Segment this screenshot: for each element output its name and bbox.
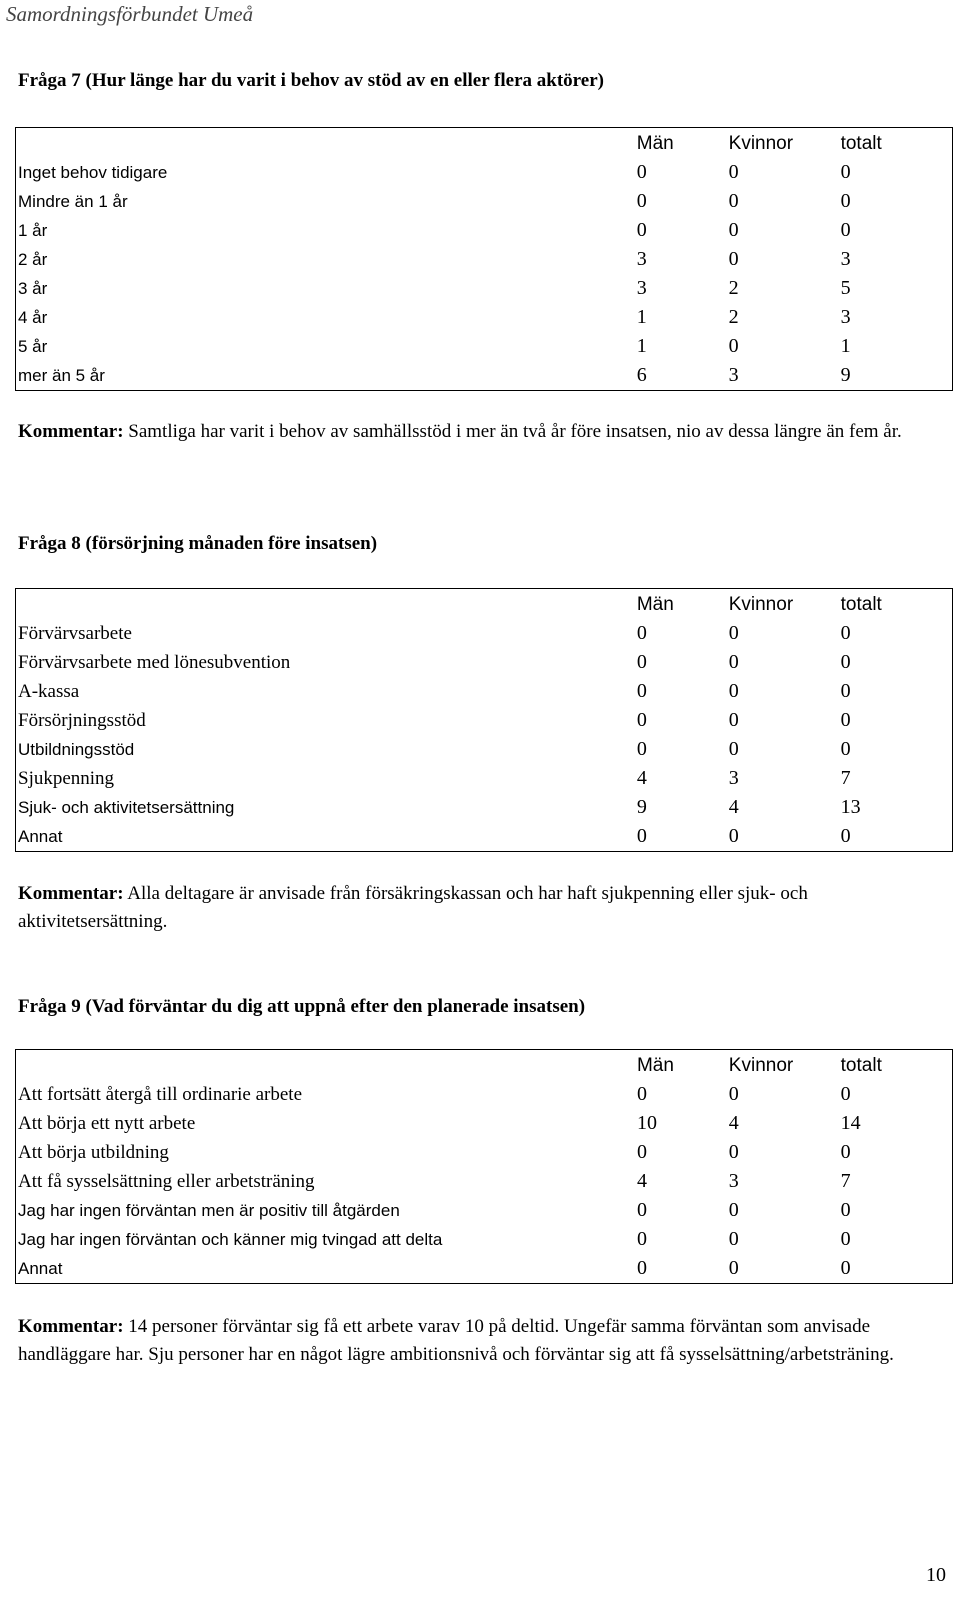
q9-table <box>15 1049 953 1284</box>
cell-women: 0 <box>728 738 739 760</box>
cell-men: 1 <box>636 306 647 328</box>
row-label: 1 år <box>18 221 48 240</box>
cell-total: 7 <box>840 767 851 789</box>
cell-women: 0 <box>728 680 739 702</box>
cell-total: 0 <box>840 1083 851 1105</box>
cell-men: 6 <box>636 364 647 386</box>
q8-table <box>15 588 953 852</box>
row-label: Annat <box>18 827 63 846</box>
header-total: totalt <box>840 593 882 615</box>
cell-men: 0 <box>636 1257 647 1279</box>
row-label: 2 år <box>18 250 48 269</box>
row-label: 3 år <box>18 279 48 298</box>
cell-men: 0 <box>636 622 647 644</box>
table-row <box>16 677 953 706</box>
cell-women: 0 <box>728 825 739 847</box>
header-women: Kvinnor <box>728 593 794 615</box>
cell-women: 0 <box>728 651 739 673</box>
table-row <box>16 1138 953 1167</box>
cell-total: 0 <box>840 190 851 212</box>
cell-men: 0 <box>636 161 647 183</box>
cell-men: 0 <box>636 709 647 731</box>
row-label: Sjukpenning <box>18 768 115 789</box>
cell-women: 4 <box>728 1112 739 1134</box>
cell-women: 0 <box>728 1257 739 1279</box>
cell-men: 4 <box>636 767 647 789</box>
q7-title: Fråga 7 (Hur länge har du varit i behov av stöd av en eller flera aktörer) <box>18 70 604 91</box>
cell-men: 9 <box>636 796 647 818</box>
cell-men: 1 <box>636 335 647 357</box>
table-row <box>16 1167 953 1196</box>
q7-comment <box>18 418 958 446</box>
table-row <box>16 332 953 361</box>
table-row <box>16 706 953 735</box>
table-row <box>16 216 953 245</box>
cell-total: 13 <box>840 796 861 818</box>
cell-men: 4 <box>636 1170 647 1192</box>
row-label: 5 år <box>18 337 48 356</box>
cell-total: 0 <box>840 1141 851 1163</box>
row-label: Förvärvsarbete med lönesubvention <box>18 652 291 673</box>
row-label: Försörjningsstöd <box>18 710 146 731</box>
cell-total: 0 <box>840 622 851 644</box>
table-header-row <box>16 1050 953 1081</box>
table-row <box>16 1109 953 1138</box>
cell-men: 0 <box>636 1228 647 1250</box>
document-header: Samordningsförbundet Umeå <box>6 2 254 26</box>
cell-women: 2 <box>728 306 739 328</box>
cell-men: 0 <box>636 825 647 847</box>
cell-women: 0 <box>728 335 739 357</box>
table-row <box>16 274 953 303</box>
cell-total: 0 <box>840 709 851 731</box>
cell-total: 7 <box>840 1170 851 1192</box>
cell-men: 3 <box>636 277 647 299</box>
table-row <box>16 1080 953 1109</box>
cell-total: 0 <box>840 219 851 241</box>
q8-comment-label: Kommentar: <box>18 883 124 904</box>
cell-men: 0 <box>636 680 647 702</box>
table-row <box>16 1225 953 1254</box>
header-women: Kvinnor <box>728 1054 794 1076</box>
table-row <box>16 793 953 822</box>
cell-women: 0 <box>728 219 739 241</box>
cell-total: 0 <box>840 738 851 760</box>
cell-women: 0 <box>728 161 739 183</box>
table-row <box>16 648 953 677</box>
row-label: Att börja utbildning <box>18 1142 169 1163</box>
cell-men: 0 <box>636 219 647 241</box>
row-label: Att få sysselsättning eller arbetsträning <box>18 1171 315 1192</box>
q9-comment-text: 14 personer förväntar sig få ett arbete varav 10 på deltid. Ungefär samma förväntan som anvisade handläggare har. Sju personer har en något lägre ambitionsnivå och förväntar sig att få sysselsättning/arbetsträning. <box>18 1316 894 1365</box>
header-total: totalt <box>840 1054 882 1076</box>
header-total: totalt <box>840 132 882 154</box>
cell-total: 0 <box>840 825 851 847</box>
table-row <box>16 303 953 332</box>
cell-men: 0 <box>636 1141 647 1163</box>
q7-table <box>15 127 953 391</box>
q8-comment <box>18 880 958 936</box>
cell-women: 3 <box>728 1170 739 1192</box>
table-row <box>16 619 953 648</box>
header-women: Kvinnor <box>728 132 794 154</box>
q8-comment-text: Alla deltagare är anvisade från försäkringskassan och har haft sjukpenning eller sjuk- och aktivitetsersättning. <box>18 883 808 932</box>
q9-comment-label: Kommentar: <box>18 1316 124 1337</box>
cell-men: 0 <box>636 1199 647 1221</box>
table-header-row <box>16 589 953 620</box>
cell-women: 0 <box>728 622 739 644</box>
table-row <box>16 822 953 852</box>
table-row <box>16 158 953 187</box>
cell-men: 0 <box>636 1083 647 1105</box>
cell-women: 0 <box>728 1083 739 1105</box>
q7-comment-label: Kommentar: <box>18 421 124 442</box>
table-row <box>16 245 953 274</box>
cell-women: 3 <box>728 364 739 386</box>
cell-total: 0 <box>840 651 851 673</box>
row-label: Annat <box>18 1259 63 1278</box>
cell-women: 3 <box>728 767 739 789</box>
row-label: Jag har ingen förväntan och känner mig tvingad att delta <box>18 1230 443 1249</box>
cell-total: 14 <box>840 1112 861 1134</box>
cell-women: 0 <box>728 1141 739 1163</box>
cell-total: 0 <box>840 161 851 183</box>
q9-title: Fråga 9 (Vad förväntar du dig att uppnå efter den planerade insatsen) <box>18 996 586 1017</box>
cell-total: 1 <box>840 335 851 357</box>
cell-men: 0 <box>636 651 647 673</box>
cell-total: 9 <box>840 364 851 386</box>
cell-total: 0 <box>840 1228 851 1250</box>
cell-men: 0 <box>636 738 647 760</box>
cell-men: 0 <box>636 190 647 212</box>
table-row <box>16 735 953 764</box>
cell-women: 0 <box>728 709 739 731</box>
header-blank-cell <box>16 1050 635 1081</box>
cell-women: 0 <box>728 248 739 270</box>
row-label: Mindre än 1 år <box>18 192 128 211</box>
header-blank-cell <box>16 128 635 159</box>
row-label: 4 år <box>18 308 48 327</box>
header-men: Män <box>636 1054 674 1076</box>
cell-total: 5 <box>840 277 851 299</box>
row-label: Att börja ett nytt arbete <box>18 1113 196 1134</box>
table-row <box>16 1196 953 1225</box>
q7-comment-text: Samtliga har varit i behov av samhällsstöd i mer än två år före insatsen, nio av dessa längre än fem år. <box>123 421 902 442</box>
header-men: Män <box>636 593 674 615</box>
table-row <box>16 361 953 391</box>
q8-title: Fråga 8 (försörjning månaden före insatsen) <box>18 533 378 554</box>
cell-men: 10 <box>636 1112 657 1134</box>
cell-men: 3 <box>636 248 647 270</box>
q9-comment <box>18 1313 958 1369</box>
row-label: A-kassa <box>18 681 80 702</box>
table-row <box>16 764 953 793</box>
row-label: Utbildningsstöd <box>18 740 135 759</box>
cell-women: 2 <box>728 277 739 299</box>
table-row <box>16 187 953 216</box>
cell-total: 0 <box>840 1257 851 1279</box>
cell-women: 4 <box>728 796 739 818</box>
row-label: Att fortsätt återgå till ordinarie arbete <box>18 1084 303 1105</box>
cell-women: 0 <box>728 1228 739 1250</box>
header-blank-cell <box>16 589 635 620</box>
table-header-row <box>16 128 953 159</box>
cell-total: 3 <box>840 306 851 328</box>
row-label: Jag har ingen förväntan men är positiv till åtgärden <box>18 1201 400 1220</box>
row-label: Sjuk- och aktivitetsersättning <box>18 798 235 817</box>
cell-women: 0 <box>728 190 739 212</box>
cell-women: 0 <box>728 1199 739 1221</box>
cell-total: 0 <box>840 1199 851 1221</box>
cell-total: 0 <box>840 680 851 702</box>
row-label: Förvärvsarbete <box>18 623 132 644</box>
row-label: mer än 5 år <box>18 366 105 385</box>
header-men: Män <box>636 132 674 154</box>
table-row <box>16 1254 953 1284</box>
cell-total: 3 <box>840 248 851 270</box>
row-label: Inget behov tidigare <box>18 163 168 182</box>
page-number: 10 <box>926 1564 946 1586</box>
